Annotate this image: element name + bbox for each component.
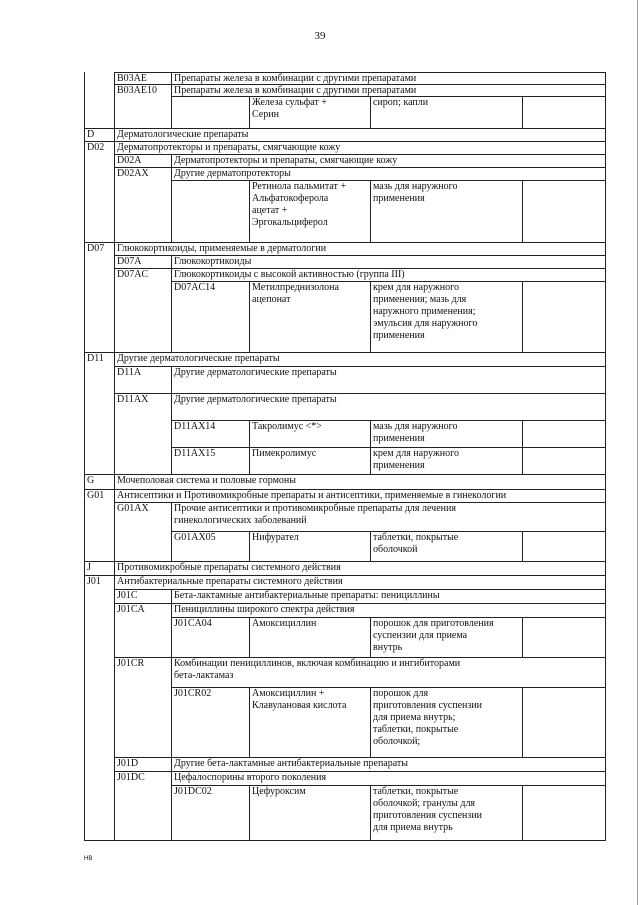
col-border [249, 531, 250, 561]
col-border [370, 420, 371, 447]
col-border [114, 154, 115, 167]
col-border [114, 281, 115, 352]
dosage-form: мазь для наружного применения [373, 181, 458, 204]
section-title: Глюкокортикоиды, применяемые в дерматологии [117, 243, 327, 254]
col-border [114, 531, 115, 561]
dosage-form: порошок для приготовления суспензии для приема внутрь; таблетки, покрытые оболочкой; [373, 688, 483, 747]
dosage-form: крем для наружного применения [373, 448, 459, 471]
col-border [114, 242, 115, 255]
section-code: D07 [87, 243, 105, 254]
col-border [370, 617, 371, 657]
col-border [114, 366, 115, 393]
col-border [522, 180, 523, 242]
group-title: Препараты железа в комбинации с другими препаратами [174, 85, 417, 96]
col-border [171, 420, 172, 447]
col-border [171, 757, 172, 771]
col-border [605, 72, 606, 841]
col-border [171, 366, 172, 393]
group-title: Другие дерматологические препараты [174, 367, 337, 378]
section-title: Антибактериальные препараты системного действия [117, 576, 343, 587]
col-border [522, 96, 523, 128]
col-border [370, 96, 371, 128]
col-border [114, 502, 115, 531]
group-code: B03AE [117, 73, 147, 84]
group-title: Дерматопротекторы и препараты, смягчающие кожу [174, 155, 398, 166]
dosage-form: таблетки, покрытые оболочкой [373, 532, 459, 555]
col-border [114, 96, 115, 128]
col-border [249, 180, 250, 242]
col-border [114, 561, 115, 575]
col-border [249, 96, 250, 128]
col-border [171, 154, 172, 167]
col-border [171, 393, 172, 420]
col-border [114, 141, 115, 154]
section-code: D02 [87, 142, 105, 153]
atc-code: J01CR02 [174, 688, 212, 699]
col-border [249, 281, 250, 352]
drug-name: Цефуроксим [252, 786, 306, 797]
col-border [114, 352, 115, 366]
group-title: Цефалоспорины второго поколения [174, 772, 327, 783]
col-border [370, 180, 371, 242]
group-title: Прочие антисептики и противомикробные препараты для лечения гинекологических заболеваний [174, 503, 456, 526]
col-border [114, 72, 115, 84]
group-code: D07AC [117, 269, 149, 280]
col-border [171, 72, 172, 84]
col-border [171, 603, 172, 617]
col-border [370, 531, 371, 561]
section-code: G [87, 475, 95, 486]
dosage-form: мазь для наружного применения [373, 421, 458, 444]
footer-mark: НВ [84, 856, 93, 862]
col-border [171, 771, 172, 785]
col-border [171, 687, 172, 757]
col-border [114, 393, 115, 420]
section-title: Дерматопротекторы и препараты, смягчающие кожу [117, 142, 341, 153]
group-code: G01AX [117, 503, 149, 514]
group-code: J01CR [117, 658, 145, 669]
col-border [171, 447, 172, 474]
group-code: J01C [117, 590, 138, 601]
group-title: Комбинации пенициллинов, включая комбинацию и ингибиторами бета-лактамаз [174, 658, 461, 681]
drug-name: Ретинола пальмитат + Альфатокоферола ацетат + Эргокальциферол [252, 181, 347, 228]
row-border [84, 840, 606, 841]
col-border [171, 657, 172, 687]
section-title: Мочеполовая система и половые гормоны [117, 475, 296, 486]
section-title: Противомикробные препараты системного действия [117, 562, 341, 573]
col-border [114, 128, 115, 141]
drug-name: Амоксициллин [252, 618, 317, 629]
col-border [249, 617, 250, 657]
atc-code: D11AX14 [174, 421, 216, 432]
col-border [114, 657, 115, 687]
col-border [370, 281, 371, 352]
col-border [114, 785, 115, 840]
group-title: Другие бета-лактамные антибактериальные препараты [174, 758, 409, 769]
atc-code: J01CA04 [174, 618, 212, 629]
group-code: J01D [117, 758, 139, 769]
dosage-form: таблетки, покрытые оболочкой; гранулы для приготовления суспензии для приема внутрь [373, 786, 483, 833]
col-border [370, 785, 371, 840]
drug-name: Такролимус <*> [252, 421, 322, 432]
col-border [84, 72, 85, 841]
col-border [171, 589, 172, 603]
col-border [114, 268, 115, 281]
col-border [114, 589, 115, 603]
group-code: D07A [117, 256, 142, 267]
col-border [171, 502, 172, 531]
col-border [114, 771, 115, 785]
section-code: D11 [87, 353, 104, 364]
col-border [522, 531, 523, 561]
atc-code: J01DC02 [174, 786, 212, 797]
col-border [522, 420, 523, 447]
section-code: J01 [87, 576, 101, 587]
col-border [370, 687, 371, 757]
col-border [522, 785, 523, 840]
col-border [171, 268, 172, 281]
drug-name: Пимекролимус [252, 448, 317, 459]
col-border [171, 531, 172, 561]
scan-edge [637, 0, 638, 905]
group-title: Другие дерматологические препараты [174, 394, 337, 405]
col-border [114, 575, 115, 589]
section-code: D [87, 129, 95, 140]
section-code: J [87, 562, 91, 573]
col-border [114, 489, 115, 502]
col-border [171, 255, 172, 268]
group-title: Глюкокортикоиды с высокой активностью (группа III) [174, 269, 405, 280]
drug-name: Нифурател [252, 532, 299, 543]
col-border [114, 84, 115, 96]
col-border [114, 474, 115, 489]
col-border [171, 84, 172, 96]
group-title: Другие дерматопротекторы [174, 168, 291, 179]
col-border [249, 785, 250, 840]
group-code: B03AE10 [117, 85, 157, 96]
col-border [171, 180, 172, 242]
col-border [171, 281, 172, 352]
col-border [522, 447, 523, 474]
col-border [249, 687, 250, 757]
page-number: 39 [314, 30, 326, 42]
col-border [249, 447, 250, 474]
dosage-form: порошок для приготовления суспензии для приема внутрь [373, 618, 494, 653]
section-code: G01 [87, 490, 105, 501]
drug-name: Амоксициллин + Клавулановая кислота [252, 688, 347, 711]
atc-code: D07AC14 [174, 282, 216, 293]
col-border [114, 757, 115, 771]
group-code: D02A [117, 155, 142, 166]
col-border [114, 255, 115, 268]
atc-code: G01AX05 [174, 532, 216, 543]
section-title: Дерматологические препараты [117, 129, 249, 140]
col-border [114, 617, 115, 657]
section-title: Другие дерматологические препараты [117, 353, 280, 364]
group-code: D11AX [117, 394, 149, 405]
col-border [249, 420, 250, 447]
group-code: D11A [117, 367, 142, 378]
col-border [370, 447, 371, 474]
group-code: D02AX [117, 168, 149, 179]
col-border [522, 617, 523, 657]
atc-code: D11AX15 [174, 448, 216, 459]
col-border [171, 96, 172, 128]
drug-name: Железа сульфат + Серин [252, 97, 327, 120]
col-border [171, 167, 172, 180]
col-border [114, 687, 115, 757]
group-title: Пенициллины широкого спектра действия [174, 604, 355, 615]
col-border [171, 617, 172, 657]
drug-name: Метилпреднизолона ацепонат [252, 282, 339, 305]
col-border [114, 603, 115, 617]
col-border [522, 281, 523, 352]
group-title: Препараты железа в комбинации с другими препаратами [174, 73, 417, 84]
dosage-form: сироп; капли [373, 97, 429, 108]
col-border [114, 420, 115, 447]
group-title: Бета-лактамные антибактериальные препараты: пенициллины [174, 590, 440, 601]
group-code: J01DC [117, 772, 145, 783]
group-code: J01CA [117, 604, 145, 615]
col-border [522, 687, 523, 757]
group-title: Глюкокортикоиды [174, 256, 252, 267]
col-border [114, 447, 115, 474]
col-border [171, 785, 172, 840]
col-border [114, 180, 115, 242]
section-title: Антисептики и Противомикробные препараты и антисептики, применяемые в гинекологии [117, 490, 507, 501]
col-border [114, 167, 115, 180]
dosage-form: крем для наружного применения; мазь для наружного применения; эмульсия для наружного применения [373, 282, 478, 341]
